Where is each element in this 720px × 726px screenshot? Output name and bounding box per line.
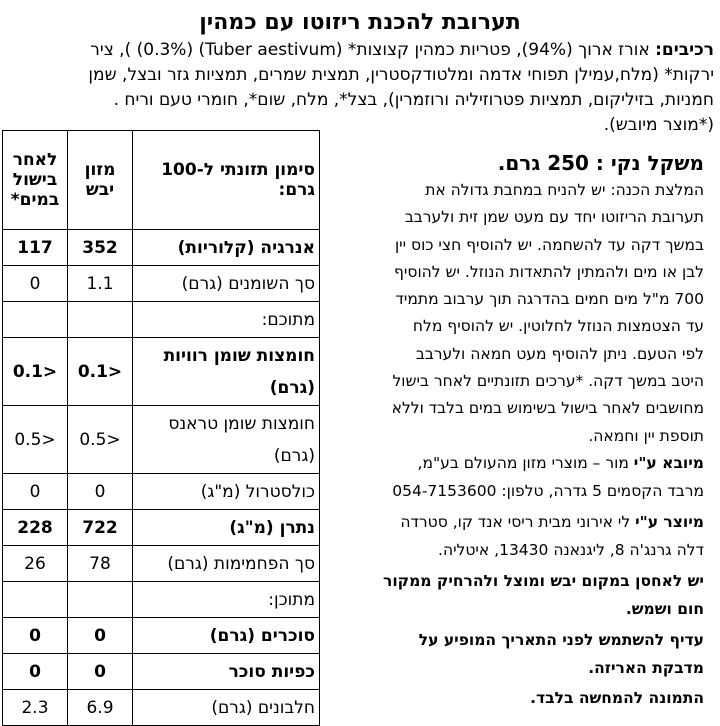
prep-line: מחושבים לאחר בישול בשימוש במים בלבד וללא — [391, 399, 704, 418]
nutrition-row-cooked: 0 — [3, 654, 68, 690]
nutrition-row-total-fat — [3, 266, 320, 302]
nutrition-row-label: חומצות שומן רוויות (גרם) — [133, 338, 320, 406]
nutrition-row-cooked — [3, 302, 68, 338]
nutrition-row-cooked: 117 — [3, 230, 68, 266]
prep-line: עד הצטמצות הנוזל לחלוטין. יש להוסיף מלח — [412, 317, 704, 336]
nutrition-row-saturated-fat — [3, 338, 320, 406]
nutrition-table — [2, 130, 320, 726]
nutrition-row-label: מתוכן: — [133, 582, 320, 618]
producer-info — [324, 508, 704, 564]
illustration-disclaimer — [324, 684, 704, 712]
nutrition-row-dry: 0 — [68, 474, 133, 510]
nutrition-row-cooked: 0 — [3, 618, 68, 654]
nutrition-row-sugars — [3, 618, 320, 654]
nutrition-row-dry: 0 — [68, 654, 133, 690]
prep-line: היטב במשך דקה. *ערכים תזונתיים לאחר בישול — [392, 372, 704, 391]
nutrition-row-trans-fat — [3, 406, 320, 474]
nutrition-row-total-carbs — [3, 546, 320, 582]
nutrition-header-label: סימון תזונתי ל-100 גרם: — [133, 131, 320, 230]
importer-line-1 — [324, 449, 704, 477]
nutrition-row-label: חומצות שומן טראנס (גרם) — [133, 406, 320, 474]
best-before-note — [324, 626, 704, 682]
prep-line: תערובת הריזוטו יחד עם מעט שמן זית ולערבב — [404, 208, 704, 227]
ingredients-text: אורז ארוך (94%), פטריות כמהין קצוצות* (Tuber aestivum) (0.3%) ), ציר — [90, 40, 656, 60]
nutrition-header-cooked: לאחר בישול במים* — [3, 131, 68, 230]
prep-line: לבן או מים ולהמתין להתאדות הנוזל. יש להוסיף — [394, 262, 704, 281]
prep-line: במשך דקה עד להשחמה. יש להוסיף חצי כוס יין — [394, 235, 704, 254]
best-before-line-1: עדיף להשתמש לפני התאריך המופיע על — [418, 631, 704, 649]
nutrition-row-label: סוכרים (גרם) — [133, 618, 320, 654]
nutrition-row-dry: 0.5> — [68, 406, 133, 474]
nutrition-row-cooked: 0 — [3, 474, 68, 510]
nutrition-row-dry: 352 — [68, 230, 133, 266]
nutrition-row-cooked: 26 — [3, 546, 68, 582]
nutrition-row-dry — [68, 582, 133, 618]
nutrition-row-cooked: 0.5> — [3, 406, 68, 474]
nutrition-row-dry: 78 — [68, 546, 133, 582]
importer-line-2: מרבד הקסמים 5 גדרה, טלפון: 054-7153600 — [392, 482, 704, 500]
nutrition-row-label: סך הפחמימות (גרם) — [133, 546, 320, 582]
best-before-line-2: מדבקת האריזה. — [588, 659, 704, 677]
nutrition-header-row — [3, 131, 320, 230]
importer-info — [324, 449, 704, 505]
nutrition-row-energy — [3, 230, 320, 266]
storage-instructions — [324, 567, 704, 623]
disclaimer-line: התמונה להמחשה בלבד. — [530, 689, 704, 707]
producer-text: לי אירוני מבית ריסי אנד קו, סטרדה — [400, 513, 636, 531]
nutrition-row-sodium — [3, 510, 320, 546]
prep-line: המלצת הכנה: יש להניח במחבת גדולה את — [425, 181, 704, 199]
nutrition-row-cooked — [3, 582, 68, 618]
producer-line-2: דלה גרנג'ה 8, ליגנאנה 13430, איטליה. — [438, 541, 704, 559]
nutrition-row-dry — [68, 302, 133, 338]
ingredients-section — [2, 38, 714, 138]
page-title: תערובת להכנת ריזוטו עם כמהין — [199, 10, 521, 35]
net-weight: משקל נקי : 250 גרם. — [497, 151, 704, 175]
nutrition-row-cooked: 2.3 — [3, 690, 68, 726]
nutrition-row-of-which-fat — [3, 302, 320, 338]
nutrition-row-label: כפיות סוכר — [133, 654, 320, 690]
nutrition-row-label: כולסטרול (מ"ג) — [133, 474, 320, 510]
prep-line: תוספת יין וחמאה. — [588, 426, 704, 445]
nutrition-row-dry: 0.1> — [68, 338, 133, 406]
nutrition-row-protein — [3, 690, 320, 726]
nutrition-row-label: אנרגיה (קלוריות) — [133, 230, 320, 266]
nutrition-row-cooked: 0.1> — [3, 338, 68, 406]
nutrition-row-dry: 0 — [68, 618, 133, 654]
nutrition-row-dry: 1.1 — [68, 266, 133, 302]
nutrition-row-label: מתוכם: — [133, 302, 320, 338]
nutrition-row-cooked: 0 — [3, 266, 68, 302]
producer-line-1 — [324, 508, 704, 536]
storage-line-1: יש לאחסן במקום יבש ומוצל ולהרחיק ממקור — [383, 572, 704, 590]
producer-label: מיוצר ע"י — [635, 513, 704, 531]
nutrition-row-of-which-carbs — [3, 582, 320, 618]
nutrition-header-dry: מזון יבש — [68, 131, 133, 230]
ingredients-line-1 — [2, 38, 714, 63]
nutrition-row-label: נתרן (מ"ג) — [133, 510, 320, 546]
importer-label: מיובא ע"י — [633, 454, 704, 472]
ingredients-line-4: (*מוצר מיובש). — [603, 115, 714, 135]
nutrition-row-label: סך השומנים (גרם) — [133, 266, 320, 302]
preparation-instructions — [324, 177, 704, 450]
prep-line: 700 מ"ל מים חמים בהדרגה תוך ערבוב מתמיד — [395, 290, 704, 309]
nutrition-row-dry: 6.9 — [68, 690, 133, 726]
ingredients-label: רכיבים: — [655, 40, 714, 60]
nutrition-row-cholesterol — [3, 474, 320, 510]
nutrition-row-cooked: 228 — [3, 510, 68, 546]
nutrition-row-sugar-teaspoons — [3, 654, 320, 690]
ingredients-line-2: ירקות* (מלח,עמילן תפוחי אדמה ומלטודקסטרין, תמצית שמרים, תמציות גזר ובצל, שמן — [88, 65, 714, 85]
ingredients-line-3: חמניות, בזיליקום, תמציות פטרוזיליה ורוזמרין), בצל*, מלח, שום*, חומרי טעם וריח . — [113, 90, 714, 110]
importer-text: מור – מוצרי מזון מהעולם בע"מ, — [417, 454, 634, 472]
storage-line-2: חום ושמש. — [625, 600, 704, 618]
prep-line: לפי הטעם. ניתן להוסיף מעט חמאה ולערבב — [415, 344, 704, 363]
nutrition-row-dry: 722 — [68, 510, 133, 546]
nutrition-row-label: חלבונים (גרם) — [133, 690, 320, 726]
